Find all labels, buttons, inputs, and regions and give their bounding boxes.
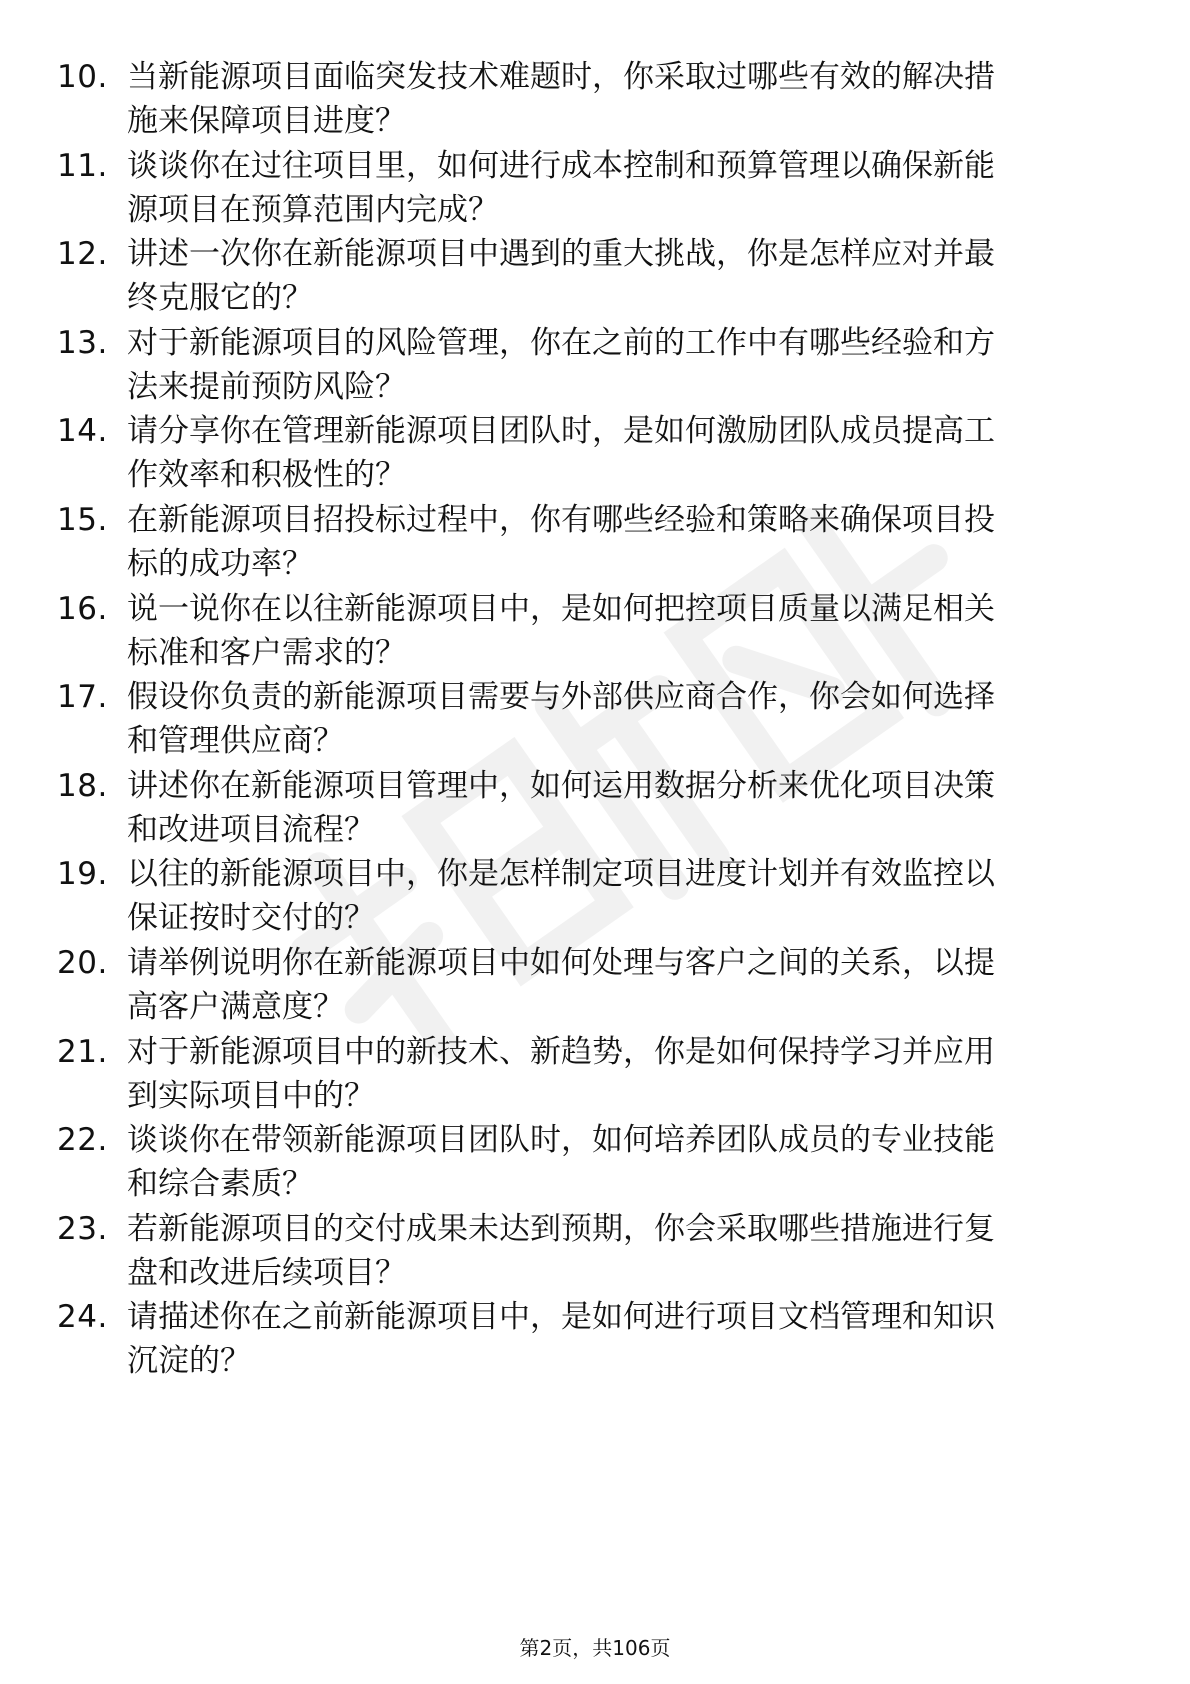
- question-text: 在新能源项目招投标过程中，你有哪些经验和策略来确保项目投 标的成功率？: [127, 501, 995, 582]
- question-item: [0, 1207, 1190, 1296]
- question-item: [0, 852, 1190, 941]
- question-number: 16.: [57, 590, 108, 627]
- question-item: [0, 587, 1190, 676]
- question-item: [0, 764, 1190, 853]
- question-list: [0, 55, 1190, 1384]
- question-text: 若新能源项目的交付成果未达到预期，你会采取哪些措施进行复 盘和改进后续项目？: [127, 1210, 995, 1291]
- question-number: 23.: [57, 1210, 108, 1247]
- question-item: [0, 55, 1190, 144]
- question-number: 24.: [57, 1299, 108, 1336]
- question-number: 21.: [57, 1033, 108, 1070]
- question-item: [0, 144, 1190, 233]
- question-number: 17.: [57, 679, 108, 716]
- question-text: 讲述你在新能源项目管理中，如何运用数据分析来优化项目决策 和改进项目流程？: [127, 767, 995, 848]
- question-text: 以往的新能源项目中，你是怎样制定项目进度计划并有效监控以 保证按时交付的？: [127, 856, 995, 937]
- question-number: 13.: [57, 324, 108, 361]
- question-number: 11.: [57, 147, 108, 184]
- question-text: 请描述你在之前新能源项目中，是如何进行项目文档管理和知识 沉淀的？: [127, 1299, 995, 1380]
- question-number: 18.: [57, 767, 108, 804]
- question-number: 22.: [57, 1122, 108, 1159]
- question-text: 对于新能源项目的风险管理，你在之前的工作中有哪些经验和方 法来提前预防风险？: [127, 324, 995, 405]
- question-item: [0, 675, 1190, 764]
- question-number: 12.: [57, 236, 108, 273]
- question-item: [0, 321, 1190, 410]
- question-text: 说一说你在以往新能源项目中，是如何把控项目质量以满足相关 标准和客户需求的？: [127, 590, 995, 671]
- question-number: 20.: [57, 944, 108, 981]
- question-text: 对于新能源项目中的新技术、新趋势，你是如何保持学习并应用 到实际项目中的？: [127, 1033, 995, 1114]
- question-item: [0, 232, 1190, 321]
- question-item: [0, 498, 1190, 587]
- question-number: 10.: [57, 59, 108, 95]
- question-text: 讲述一次你在新能源项目中遇到的重大挑战，你是怎样应对并最 终克服它的？: [127, 236, 995, 317]
- question-number: 15.: [57, 501, 108, 538]
- question-text: 请分享你在管理新能源项目团队时，是如何激励团队成员提高工 作效率和积极性的？: [127, 413, 995, 494]
- question-text: 谈谈你在过往项目里，如何进行成本控制和预算管理以确保新能 源项目在预算范围内完成？: [127, 147, 995, 228]
- question-text: 假设你负责的新能源项目需要与外部供应商合作，你会如何选择 和管理供应商？: [127, 679, 995, 760]
- question-number: 19.: [57, 856, 108, 893]
- question-text: 当新能源项目面临突发技术难题时，你采取过哪些有效的解决措 施来保障项目进度？: [127, 59, 995, 139]
- question-item: [0, 941, 1190, 1030]
- question-number: 14.: [57, 413, 108, 450]
- question-item: [0, 1118, 1190, 1207]
- question-text: 请举例说明你在新能源项目中如何处理与客户之间的关系，以提 高客户满意度？: [127, 944, 995, 1025]
- question-item: [0, 1295, 1190, 1384]
- question-text: 谈谈你在带领新能源项目团队时，如何培养团队成员的专业技能 和综合素质？: [127, 1122, 995, 1203]
- question-item: [0, 1030, 1190, 1119]
- question-item: [0, 409, 1190, 498]
- page-number-footer: 第2页，共106页: [519, 1636, 671, 1660]
